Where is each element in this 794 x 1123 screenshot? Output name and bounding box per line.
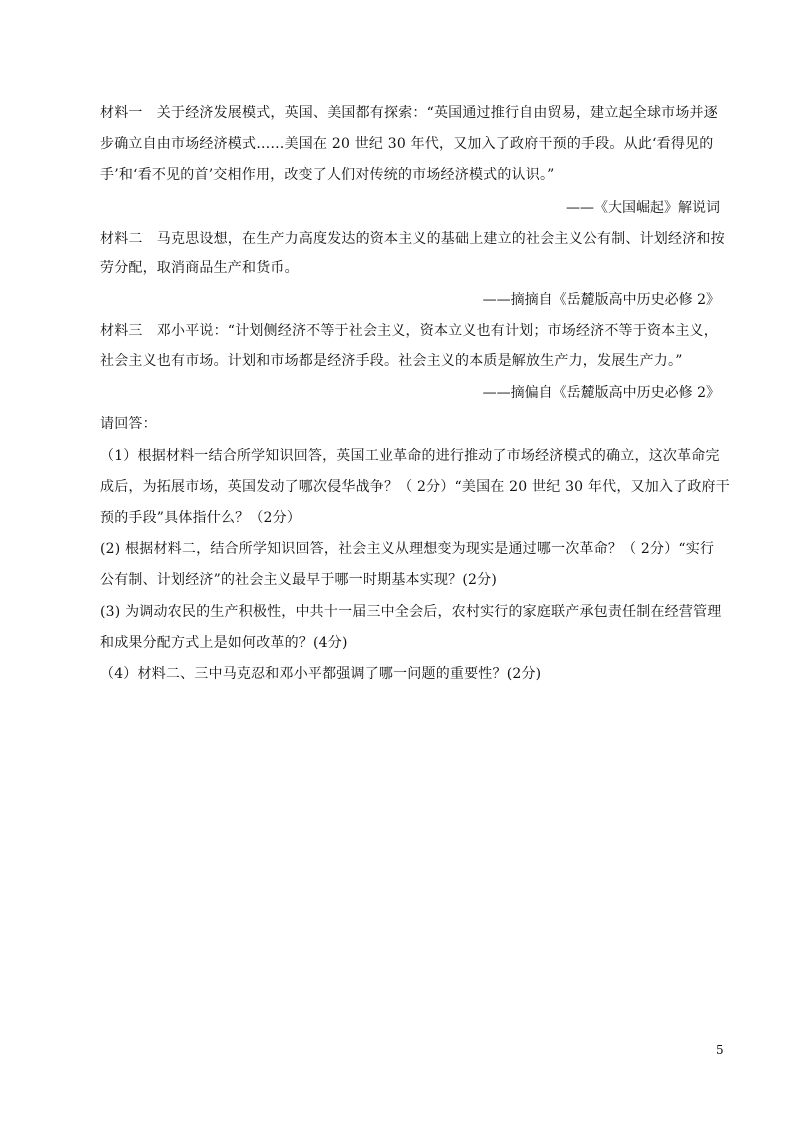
answer-prompt: 请回答： [100, 416, 157, 432]
material1-source: ——《大国崛起》解说词 [566, 200, 720, 216]
question-1-line-3: 预的手段”具体指什么？（2分） [100, 510, 302, 526]
material3-line-1: 材料三 邓小平说：“计划侧经济不等于社会主义，资本立义也有计划；市场经济不等于资本主义， [100, 323, 718, 339]
material1-line-2: 步确立自由市场经济模式……美国在 20 世纪 30 年代，又加入了政府干预的手段。从此‘看得见的 [100, 136, 714, 152]
material2-source: ——摘摘自《岳麓版高中历史必修 2》 [482, 292, 720, 308]
question-2-line-2: 公有制、计划经济”的社会主义最早于哪一时期基本实现？(2分) [100, 572, 497, 588]
page-number: 5 [716, 1043, 724, 1057]
material1-line-3: 手’和‘看不见的首’交相作用，改变了人们对传统的市场经济模式的认识。” [100, 167, 555, 183]
question-2-line-1: (2) 根据材料二，结合所学知识回答，社会主义从理想变为现实是通过哪一次革命？（ 2分）“实行 [100, 541, 715, 557]
question-1-line-2: 成后，为拓展市场，英国发动了哪次侵华战争？（ 2分）“美国在 20 世纪 30 年代，又加入了政府干 [100, 479, 730, 495]
question-3-line-1: (3) 为调动农民的生产积极性，中共十一届三中全会后，农村实行的家庭联产承包责任制在经营管理 [100, 604, 722, 620]
question-3-line-2: 和成果分配方式上是如何改革的？(4分) [100, 635, 348, 651]
material2-line-2: 劳分配，取消商品生产和货币。 [100, 260, 299, 276]
material3-source: ——摘偏自《岳麓版高中历史必修 2》 [482, 385, 720, 401]
question-1-line-1: （1）根据材料一结合所学知识回答，英国工业革命的进行推动了市场经济模式的确立，这次革命完 [100, 448, 720, 464]
material2-line-1: 材料二 马克思设想，在生产力高度发达的资本主义的基础上建立的社会主义公有制、计划经济和按 [100, 231, 725, 247]
material3-line-2: 社会主义也有市场。计划和市场都是经济手段。社会主义的本质是解放生产力，发展生产力。” [100, 353, 683, 369]
question-4-line-1: （4）材料二、三中马克忍和邓小平都强调了哪一问题的重要性？(2分) [100, 666, 542, 682]
material1-line-1: 材料一 关于经济发展模式，英国、美国都有探索：“英国通过推行自由贸易，建立起全球市场并逐 [100, 105, 718, 121]
